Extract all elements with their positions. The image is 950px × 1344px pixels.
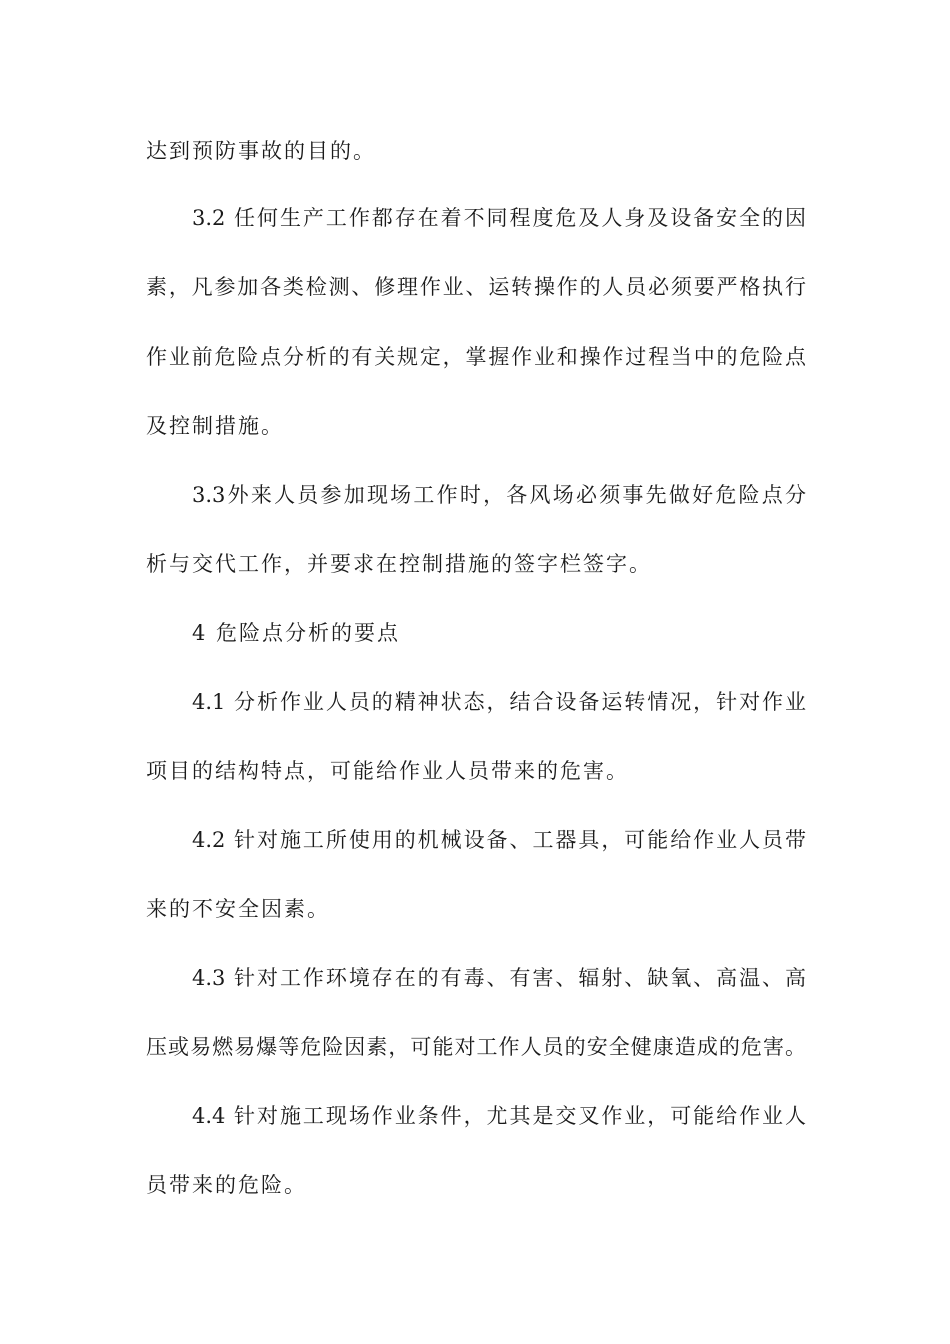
paragraph-line-15: 4.4 针对施工现场作业条件，尤其是交叉作业，可能给作业人 — [192, 1104, 806, 1128]
paragraph-line-1: 达到预防事故的目的。 — [146, 139, 376, 163]
paragraph-line-14: 压或易燃易爆等危险因素，可能对工作人员的安全健康造成的危害。 — [146, 1035, 806, 1059]
paragraph-line-3: 素，凡参加各类检测、修理作业、运转操作的人员必须要严格执行 — [146, 275, 806, 299]
paragraph-line-16: 员带来的危险。 — [146, 1173, 307, 1197]
paragraph-line-13: 4.3 针对工作环境存在的有毒、有害、辐射、缺氧、高温、高 — [192, 966, 806, 990]
section-heading: 4 危险点分析的要点 — [192, 621, 401, 645]
paragraph-line-2: 3.2 任何生产工作都存在着不同程度危及人身及设备安全的因 — [192, 206, 806, 230]
paragraph-line-9: 4.1 分析作业人员的精神状态，结合设备运转情况，针对作业 — [192, 690, 806, 714]
paragraph-line-10: 项目的结构特点，可能给作业人员带来的危害。 — [146, 759, 629, 783]
paragraph-line-11: 4.2 针对施工所使用的机械设备、工器具，可能给作业人员带 — [192, 828, 806, 852]
paragraph-line-7: 析与交代工作，并要求在控制措施的签字栏签字。 — [146, 552, 652, 576]
paragraph-line-4: 作业前危险点分析的有关规定，掌握作业和操作过程当中的危险点 — [146, 345, 806, 369]
paragraph-line-5: 及控制措施。 — [146, 414, 284, 438]
paragraph-line-12: 来的不安全因素。 — [146, 897, 330, 921]
paragraph-line-6: 3.3外来人员参加现场工作时，各风场必须事先做好危险点分 — [192, 483, 806, 507]
